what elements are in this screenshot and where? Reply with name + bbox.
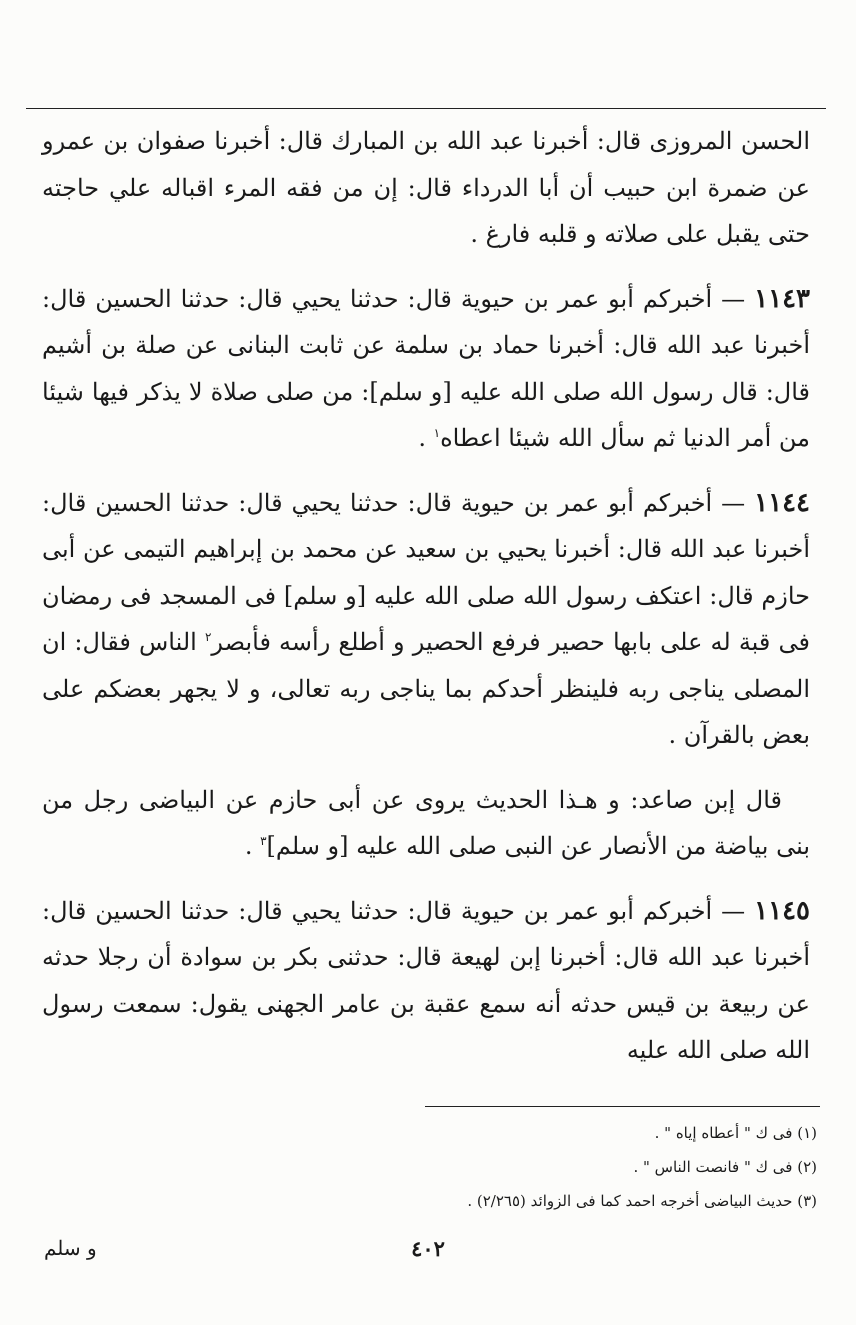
main-text	[42, 118, 810, 1092]
paragraph-continuation	[42, 118, 810, 258]
page-number: ٤٠٢	[411, 1236, 445, 1261]
catchword: و سلم	[44, 1236, 97, 1260]
paragraph-tail: .	[244, 832, 261, 860]
hadith-number: ١١٤٣	[754, 283, 810, 314]
footnote-2: (٢) فى ك " فانصت الناس " .	[633, 1158, 817, 1176]
hadith-1145	[42, 888, 810, 1074]
footnote-ref[interactable]: ٢	[204, 630, 212, 644]
paragraph-tail: الناس فقال: ان المصلى يناجى ربه فلينظر أحدكم بما يناجى ربه تعالى، و لا يجهر بعضكم على بعض بالقرآن .	[42, 628, 810, 749]
paragraph-text: — أخبركم أبو عمر بن حيوية قال: حدثنا يحيي قال: حدثنا الحسين قال: أخبرنا عبد الله قال: أخبرنا يحيي بن سعيد عن محمد بن إبراهيم التيمى عن أبى حازم قال: اعتكف رسول الله صلى الله عليه [و سلم] فى المسجد فى رمضان فى قبة له على بابها حصير فرفع الحصير و أطلع رأسه فأبصر	[42, 488, 811, 656]
footnote-rule	[425, 1106, 820, 1107]
paragraph-text: — أخبركم أبو عمر بن حيوية قال: حدثنا يحيي قال: حدثنا الحسين قال: أخبرنا عبد الله قال: أخبرنا إبن لهيعة قال: حدثنى بكر بن سوادة أن رجلا حدثه عن ربيعة بن قيس حدثه أنه سمع عقبة بن عامر الجهنى يقول: سمعت رسول الله صلى الله عليه	[42, 896, 811, 1064]
footnote-ref[interactable]: ٣	[260, 834, 267, 848]
paragraph-text: الحسن المروزى قال: أخبرنا عبد الله بن المبارك قال: أخبرنا صفوان بن عمرو عن ضمرة ابن حبيب أن أبا الدرداء قال: إن من فقه المرء اقباله علي حاجته حتى يقبل على صلاته و قلبه فارغ .	[42, 127, 810, 248]
paragraph-tail: .	[418, 424, 434, 452]
hadith-1143	[42, 276, 810, 462]
top-rule	[26, 108, 826, 109]
footnote-3: (٣) حديث البياضى أخرجه احمد كما فى الزوائد (٢/٢٦٥) .	[467, 1192, 817, 1210]
hadith-number: ١١٤٥	[754, 895, 810, 926]
paragraph-text: — أخبركم أبو عمر بن حيوية قال: حدثنا يحيي قال: حدثنا الحسين قال: أخبرنا عبد الله قال: أخبرنا حماد بن سلمة عن ثابت البنانى عن صلة بن أشيم قال: قال رسول الله صلى الله عليه [و سلم]: من صلى صلاة لا يذكر فيها شيئا من أمر الدنيا ثم سأل الله شيئا اعطاه	[42, 284, 810, 452]
footnote-ref[interactable]: ١	[433, 426, 441, 440]
commentary-ibn-saad	[42, 777, 810, 870]
footnotes	[425, 1116, 817, 1218]
footnote-1: (١) فى ك " أعطاه إياه " .	[654, 1124, 817, 1142]
hadith-1144	[42, 480, 810, 759]
hadith-number: ١١٤٤	[754, 487, 810, 518]
paragraph-text: قال إبن صاعد: و هـذا الحديث يروى عن أبى حازم عن البياضى رجل من بنى بياضة من الأنصار عن النبى صلى الله عليه [و سلم]	[42, 785, 810, 860]
